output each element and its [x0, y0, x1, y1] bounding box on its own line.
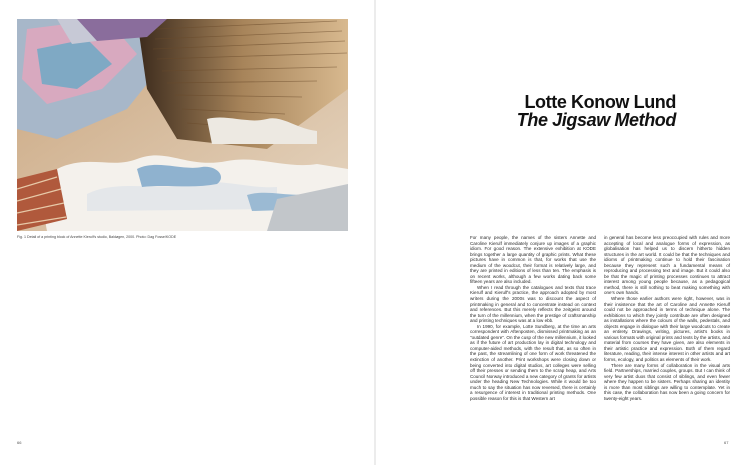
page-number-left: 66: [17, 440, 22, 445]
photo-caption: Fig. 1 Detail of a printing block of Annette Kierulf's studio, Baldøgen, 2000. Photo: Dag Fosse/KODE: [17, 235, 177, 239]
studio-photo: [17, 19, 348, 231]
printing-block-image: [17, 19, 348, 231]
paragraph: In 1990, for example, Lotte Sundberg, at the time an arts correspondent with Aftenposten, dismissed printmaking as an "outdated genre". On the cusp of the new millennium, it looked as if the future of art production lay in digital technology and computer-aided methods, with the result that, as so often in the past, the streamlining of one form of work threatened the extinction of another. Print workshops were closing down or being converted into digital studios, art colleges were selling off their presses or sending them to the scrap heap, and Arts Council Norway introduced a new category of grants for artists under the heading New Technologies. While it would be too much to say the situation has now reversed, there is certainly a resurgence of interest in traditional printing methods. One possible reason for this is that Western art: [470, 323, 596, 401]
text-column-2: [604, 235, 730, 401]
paragraph: For many people, the names of the sisters Annette and Caroline Kierulf immediately conjure up images of a graphic idiom. For good reason. The extensive exhibition at KODE brings together a large quantity of graphic prints. What these pictures have in common is that, for works that use the medium of the woodcut, their format is relatively large, and they are printed in editions of less than ten. The emphasis is on recent works, although a few works dating back some fifteen years are also included.: [470, 235, 596, 285]
paragraph: Where those earlier authors were right, however, was in their insistence that the art of Caroline and Annette Kierulf could not be approached in terms of technique alone. The exhibitions to which they jointly contribute are often designed as installations where the colours of the walls, pedestals, and objects engage in dialogue with their large woodcuts to create an entirety. Drawings, writing, pictures, artist's books in various formats with original prints and texts by the artists, and material from courses they have given, are also elements in their artistic practice and expression. Both of them regard literature, reading, their intense interest in other artists and art forms, ecology, and politics as elements of their work.: [604, 296, 730, 363]
article-author: Lotte Konow Lund: [524, 92, 676, 112]
text-column-1: [470, 235, 596, 401]
gutter-shadow: [374, 0, 376, 465]
page-number-right: 67: [724, 440, 729, 445]
paragraph: When I read through the catalogues and texts that trace Kierulf and Kierulf's practice, the approach adopted by most writers during the 2000s was to discount the aspect of printmaking in general and to concentrate instead on context and references. But this merely reflects the zeitgeist around the turn of the millennium, when the prestige of craftsmanship and printing techniques was at a low ebb.: [470, 284, 596, 324]
paragraph: There are many forms of collaboration in the visual arts field. Partnerships, married couples, groups. But I can think of very few artist duos that consist of siblings, and even fewer where they happen to be sisters. Perhaps sharing an identity is more than most siblings are willing to contemplate. Yet in this case, the collaboration has now been a going concern for twenty-eight years.: [604, 362, 730, 401]
paragraph: in general has become less preoccupied with rules and more accepting of local and analogue forms of expression, as globalisation has helped us to discern hitherto hidden structures in the art world. It could be that the techniques and idioms of printmaking continue to hold their fascination because they represent such a fundamental means of reproducing and processing text and image. But it could also be that the magic of printing processes continues to attract interest among young people because, as a pedagogical method, there is still nothing to beat making something with one's own hands.: [604, 235, 730, 296]
article-title: The Jigsaw Method: [516, 110, 676, 130]
